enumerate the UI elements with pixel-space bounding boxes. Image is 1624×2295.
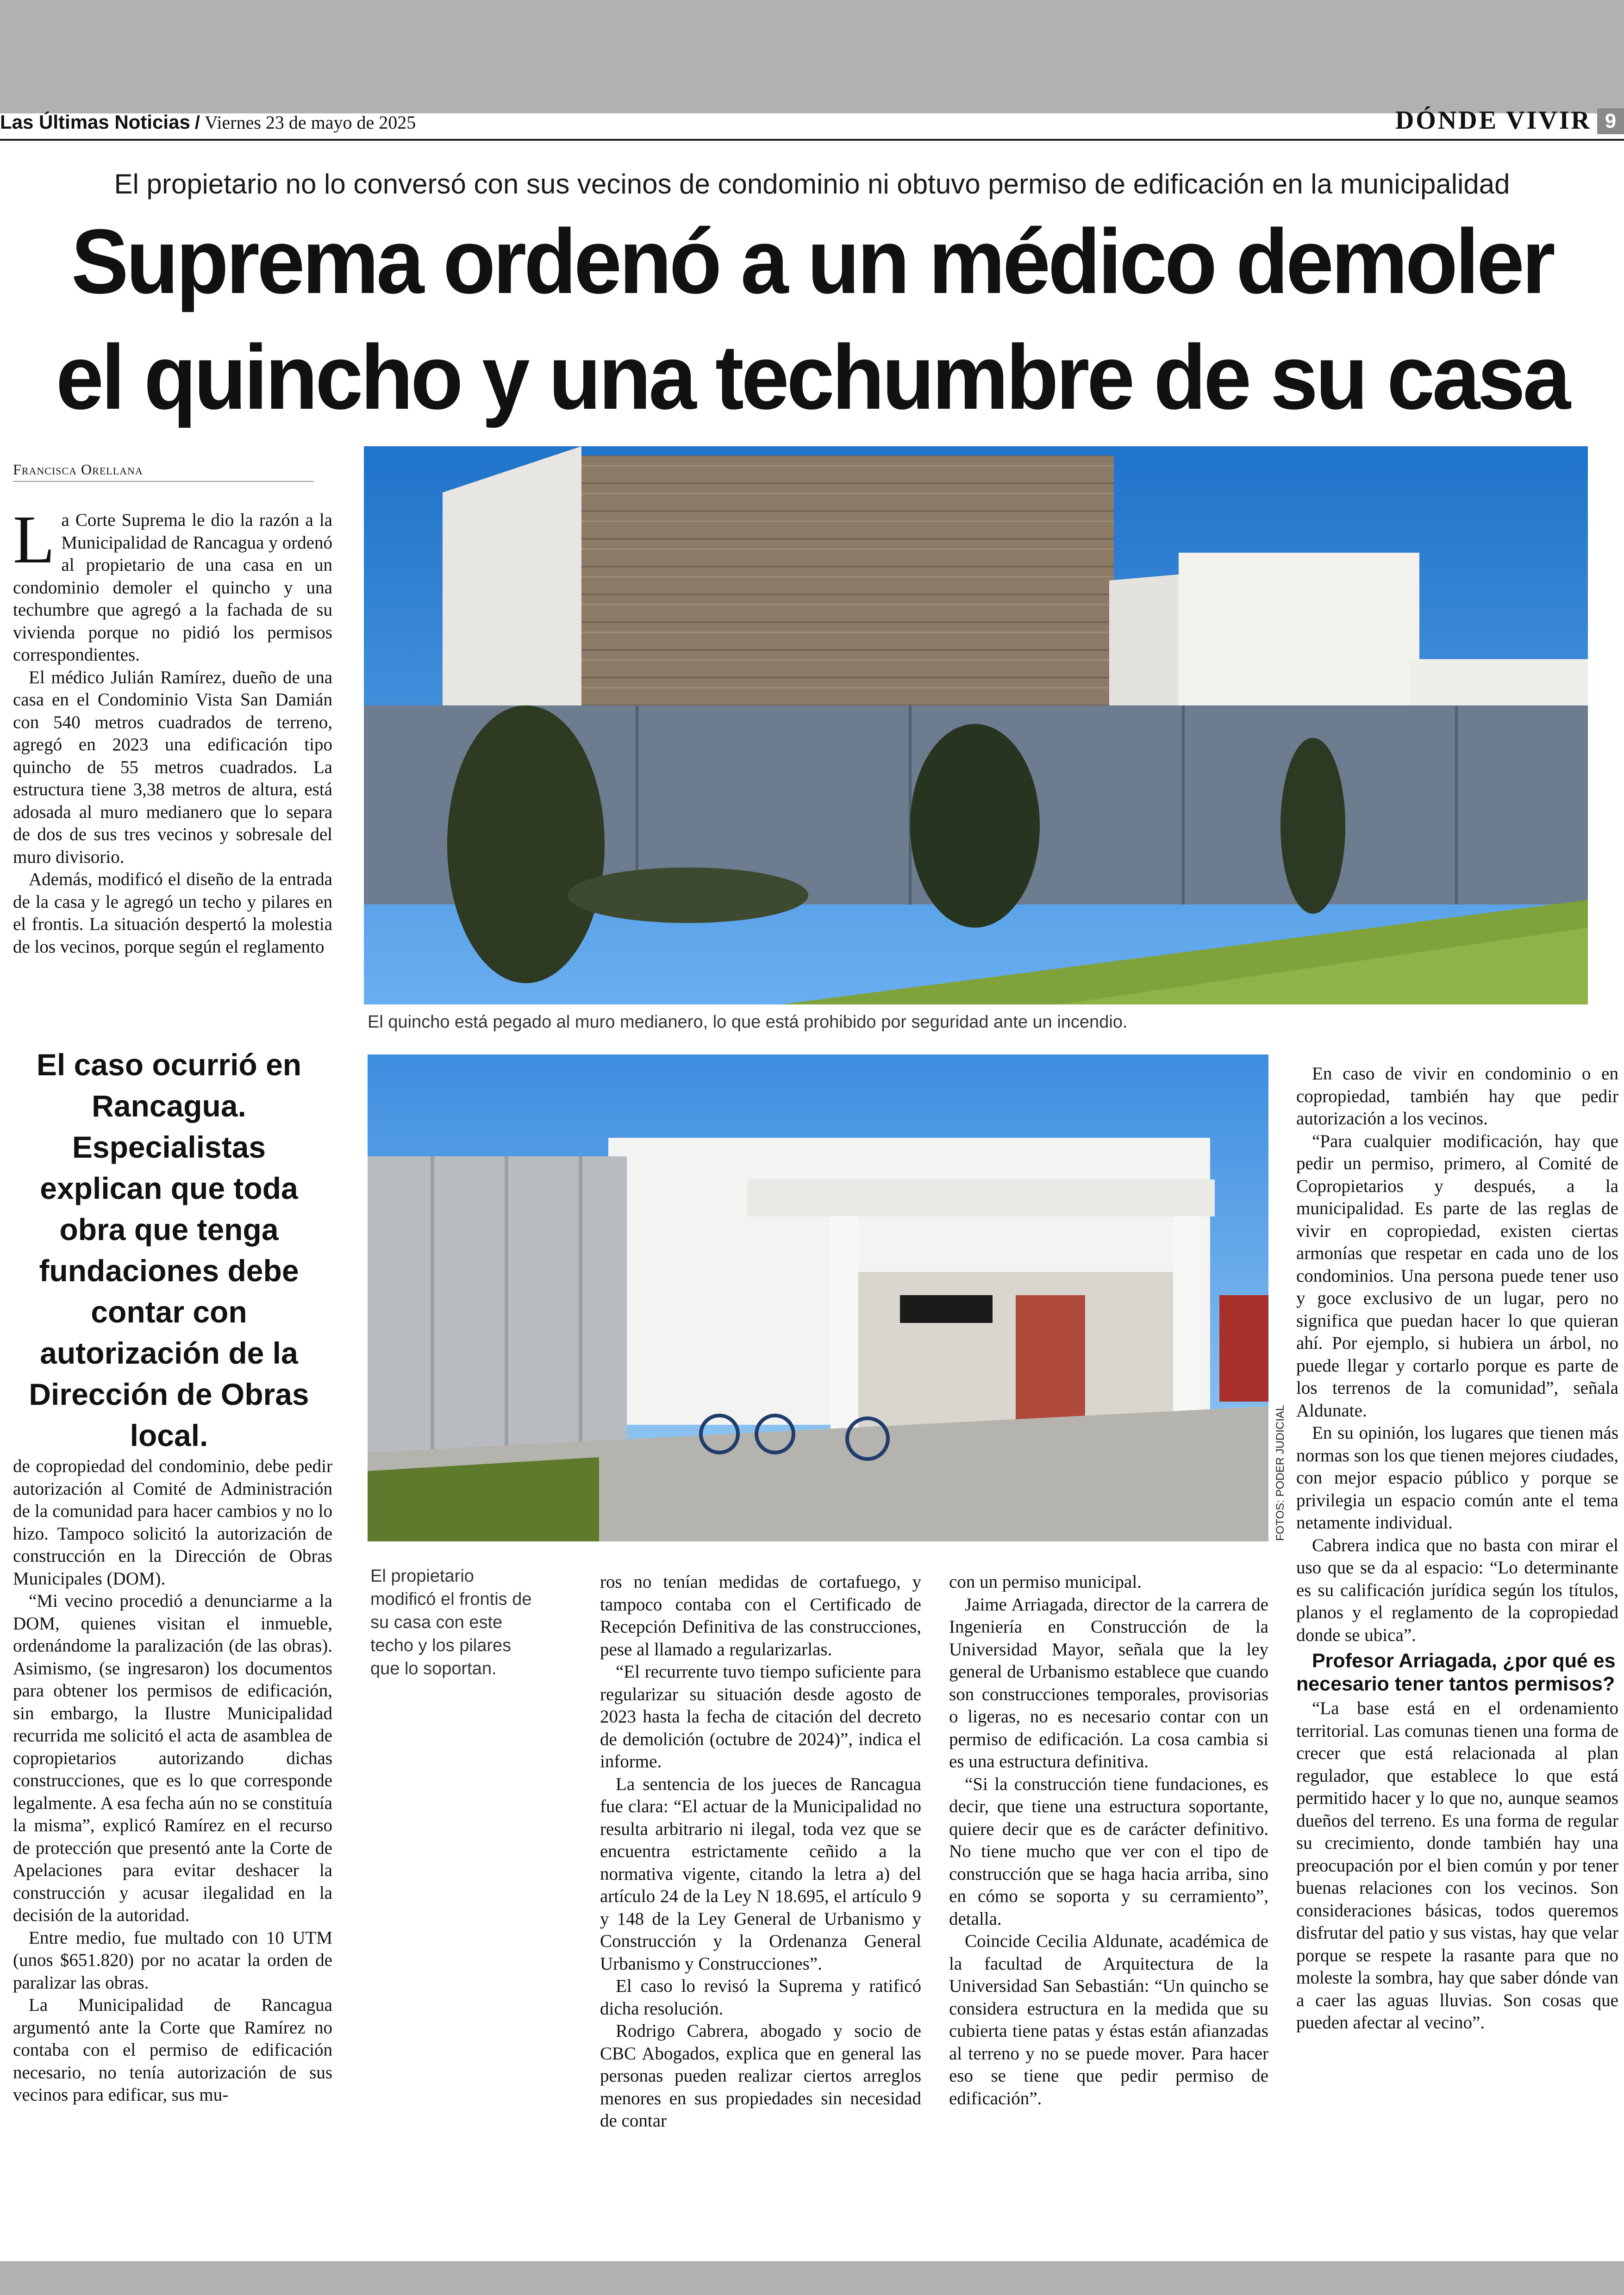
paragraph: En caso de vivir en condominio o en copropiedad, también hay que pedir autorización a los vecinos.: [1296, 1064, 1618, 1129]
byline: Francisca Orellana: [13, 461, 314, 482]
paragraph: La Municipalidad de Rancagua argumentó ante la Corte que Ramírez no contaba con el permiso de edificación necesario, no tenía autorización de sus vecinos para edificar, sus mu-: [13, 1995, 332, 2105]
newspaper-name: Las Últimas Noticias: [0, 111, 190, 133]
paragraph: de copropiedad del condominio, debe pedir autorización al Comité de Administración de la comunidad para hacer cambios y no lo hizo. Tampoco solicitó la autorización de construcción en la Dirección de Obras Municipales (DOM).: [13, 1456, 332, 1589]
paragraph: Entre medio, fue multado con 10 UTM (unos $651.820) por no acatar la orden de paralizar las obras.: [13, 1927, 332, 1993]
headline-line-1: Suprema ordenó a un médico demoler: [71, 210, 1553, 312]
masthead: [0, 111, 416, 134]
article-column-1-top: [13, 509, 332, 1023]
bottom-margin-band: [0, 2261, 1624, 2295]
paragraph: “Mi vecino procedió a denunciarme a la DOM, quienes visitan el inmueble, ordenándome la paralización (de las obras). Asimismo, (se ingresaron) los documentos para obtener los permisos de edificación, sin embargo, la Ilustre Municipalidad recurrida me solicitó el acta de asamblea de copropietarios autorizando dichas construcciones, que es lo que corresponde legalmente. A esa fecha aún no se constituía la misma”, explicó Ramírez en el recurso de protección que presentó ante la Corte de Apelaciones para evitar deshacer la construcción y acusar ilegalidad en la decisión de la autoridad.: [13, 1591, 332, 1925]
paragraph: “La base está en el ordenamiento territorial. Las comunas tienen una forma de crecer que está relacionada al plan regulador, que establece lo que está permitido hacer y lo que no, aunque seamos dueños del terreno. Es una forma de regular su crecimiento, donde también hay una preocupación por el bien común y por tener buenas relaciones con los vecinos. Son consideraciones básicas, todos queremos disfrutar del patio y sus vistas, hay que velar porque se respete la rasante para que no moleste la sombra, hay que saber dónde van a caer las aguas lluvias. Son cosas que pueden afectar al vecino”.: [1296, 1698, 1618, 2033]
article-column-3: [600, 1571, 921, 2196]
section-name: DÓNDE VIVIR: [1395, 106, 1592, 135]
photo-2-caption: El propietario modificó el frontis de su casa con este techo y los pilares que lo soportan.: [370, 1566, 532, 1678]
drop-cap: L: [13, 509, 55, 578]
pull-quote: El caso ocurrió en Rancagua. Especialistas explican que toda obra que tenga fundaciones debe contar con autorización de la Dirección de Obras local.: [29, 1048, 309, 1453]
article-column-4: [949, 1571, 1268, 2196]
house-front-illustration: [368, 1054, 1268, 1541]
top-margin-band: [0, 0, 1624, 113]
headline-line-2: el quincho y una techumbre de su casa: [56, 326, 1568, 428]
kicker: El propietario no lo conversó con sus vecinos de condominio ni obtuvo permiso de edificación en la municipalidad: [114, 168, 1510, 200]
paragraph: “Si la construcción tiene fundaciones, es decir, que tiene una estructura soportante, quiere decir que es de carácter definitivo. No tiene mucho que ver con el tipo de construcción que se haga hacia arriba, sino en cómo se soporta y su cerramiento”, detalla.: [949, 1774, 1268, 1929]
quincho-wall-illustration: [364, 446, 1588, 1004]
paragraph: [13, 509, 332, 667]
paragraph: Además, modificó el diseño de la entrada de la casa y le agregó un techo y pilares en el frontis. La situación despertó la molestia de los vecinos, porque según el reglamento: [13, 869, 332, 957]
paragraph-text: a Corte Suprema le dio la razón a la Municipalidad de Rancagua y ordenó al propietario de una casa en un condominio demoler el quincho y una techumbre que agregó a la fachada de su vivienda porque no pidió los permisos correspondientes.: [13, 510, 332, 665]
page-number: 9: [1597, 108, 1624, 134]
masthead-separator: /: [194, 112, 200, 133]
paragraph: El médico Julián Ramírez, dueño de una casa en el Condominio Vista San Damián con 540 metros cuadrados de terreno, agregó en 2023 una edificación tipo quincho de 55 metros cuadrados. La estructura tiene 3,38 metros de altura, está adosada al muro medianero que lo separa de dos de sus tres vecinos y sobresale del muro divisorio.: [13, 667, 332, 867]
headline: [49, 204, 1575, 435]
photo-credit: [1271, 1398, 1290, 1541]
paragraph: Rodrigo Cabrera, abogado y socio de CBC Abogados, explica que en general las personas pueden realizar ciertos arreglos menores en sus propiedades sin necesidad de contar: [600, 2021, 921, 2131]
paragraph: La sentencia de los jueces de Rancagua fue clara: “El actuar de la Municipalidad no resulta arbitrario ni ilegal, toda vez que se encuentra estrictamente ceñido a la normativa vigente, citando la letra a) del artículo 24 de la Ley N 18.695, el artículo 9 y 148 de la Ley General de Urbanismo y Construcción y la Ordenanza General Urbanismo y Construcciones”.: [600, 1774, 921, 1974]
photo-frontis: [368, 1054, 1268, 1541]
photo-quincho: [364, 446, 1588, 1004]
subheading: Profesor Arriagada, ¿por qué es necesario tener tantos permisos?: [1296, 1650, 1616, 1695]
paragraph: Coincide Cecilia Aldunate, académica de la facultad de Arquitectura de la Universidad San Sebastián: “Un quincho se considera estructura en la medida que su cubierta tiene patas y éstas están afianzadas al terreno y no se puede mover. Para hacer eso se tiene que pedir permiso de edificación”.: [949, 1931, 1268, 2108]
publication-date: Viernes 23 de mayo de 2025: [204, 112, 416, 133]
paragraph: “Para cualquier modificación, hay que pedir un permiso, primero, al Comité de Copropietarios y después, a la municipalidad. Es parte de las reglas de vivir en copropiedad, existen ciertas armonías que respetar en cada uno de los condominios. Una persona puede tener uso y goce exclusivo de un lugar, pero no significa que puedan hacer lo que quieran ahí. Por ejemplo, si hubiera un árbol, no puede llegar y cortarlo porque es parte de los terrenos de la comunidad”, señala Aldunate.: [1296, 1131, 1618, 1421]
paragraph: con un permiso municipal.: [949, 1572, 1142, 1592]
article-column-1-bottom: [13, 1455, 332, 2196]
photo-credit-text: FOTOS: PODER JUDICIAL: [1274, 1404, 1287, 1541]
article-column-5: [1296, 1063, 1618, 2197]
photo-1-caption: El quincho está pegado al muro medianero, lo que está prohibido por seguridad ante un incendio.: [368, 1012, 1128, 1032]
paragraph: Jaime Arriagada, director de la carrera de Ingeniería en Construcción de la Universidad Mayor, señala que la ley general de Urbanismo establece que cuando son construcciones temporales, provisorias o ligeras, no es necesario contar con un permiso de edificación. La cosa cambia si es una estructura definitiva.: [949, 1594, 1268, 1771]
paragraph: Cabrera indica que no basta con mirar el uso que se da al espacio: “Lo determinante es su calificación jurídica según los títulos, planos y el reglamento de la copropiedad donde se ubica”.: [1296, 1535, 1618, 1645]
paragraph: ros no tenían medidas de cortafuego, y tampoco contaba con el Certificado de Recepción Definitiva de las construcciones, pese al llamado a regularizarlas.: [600, 1572, 921, 1659]
paragraph: El caso lo revisó la Suprema y ratificó dicha resolución.: [600, 1976, 921, 2019]
paragraph: “El recurrente tuvo tiempo suficiente para regularizar su situación desde agosto de 2023 hasta la fecha de citación del decreto de demolición (octubre de 2024)”, indica el informe.: [600, 1662, 921, 1771]
paragraph: En su opinión, los lugares que tienen más normas son los que tienen mejores ciudades, con mejor espacio público y porque se privilegia un espacio común ante el tema netamente individual.: [1296, 1423, 1618, 1533]
